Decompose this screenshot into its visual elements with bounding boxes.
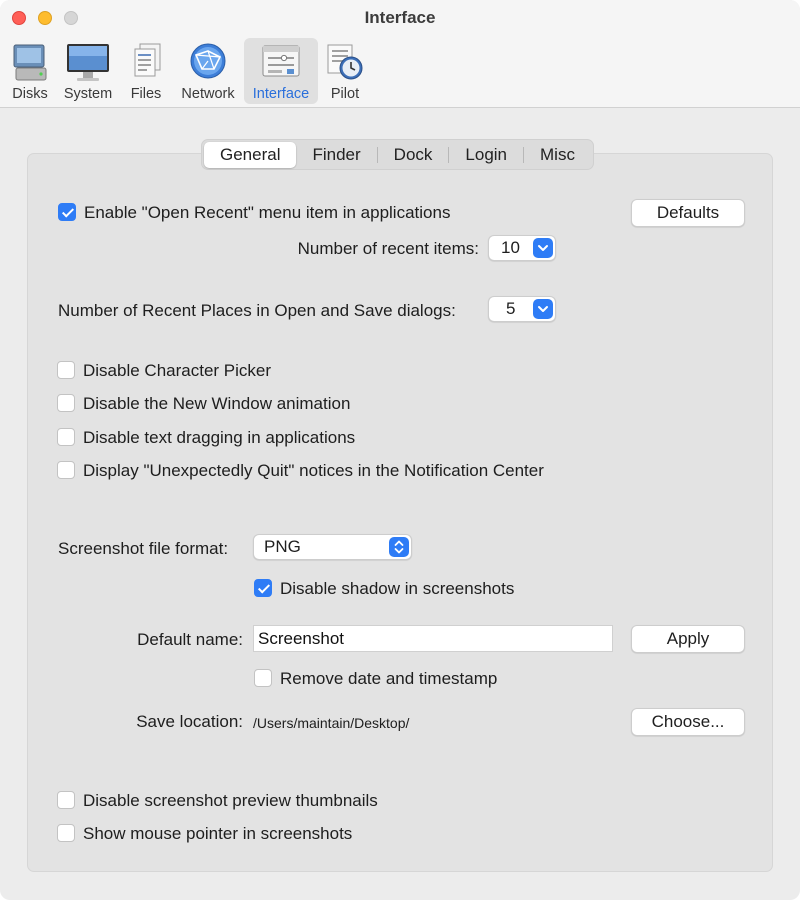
- save-location-path: /Users/maintain/Desktop/: [253, 715, 410, 731]
- recent-places-label: Number of Recent Places in Open and Save dialogs:: [58, 301, 456, 320]
- disable-shadow-checkbox[interactable]: [254, 579, 272, 597]
- disable-new-window-animation-label: Disable the New Window animation: [83, 394, 351, 413]
- toolbar-item-pilot[interactable]: [322, 38, 368, 104]
- open-recent-checkbox[interactable]: [58, 203, 76, 221]
- recent-items-value: 10: [501, 238, 520, 257]
- defaults-button[interactable]: Defaults: [631, 199, 745, 227]
- toolbar-label-files: Files: [130, 86, 162, 102]
- general-panel: [27, 153, 773, 872]
- disable-preview-thumbnails-label: Disable screenshot preview thumbnails: [83, 791, 378, 810]
- screenshot-format-value: PNG: [264, 537, 301, 556]
- chevron-down-icon: [533, 299, 553, 319]
- network-icon: [187, 41, 229, 83]
- open-recent-label: Enable "Open Recent" menu item in applications: [84, 203, 451, 222]
- save-location-label: Save location:: [136, 712, 243, 731]
- recent-items-popup[interactable]: [488, 235, 556, 261]
- remove-date-timestamp-checkbox[interactable]: [254, 669, 272, 687]
- toolbar-label-system: System: [63, 86, 113, 102]
- tab-misc[interactable]: Misc: [540, 144, 575, 164]
- tab-finder[interactable]: Finder: [312, 144, 361, 164]
- toolbar-item-network[interactable]: [176, 38, 240, 104]
- remove-date-timestamp-label: Remove date and timestamp: [280, 669, 498, 688]
- chevron-down-icon: [533, 238, 553, 258]
- disks-icon: [10, 41, 50, 83]
- unexpectedly-quit-notices-label: Display "Unexpectedly Quit" notices in the Notification Center: [83, 461, 544, 480]
- toolbar-item-disks[interactable]: [6, 38, 54, 104]
- show-mouse-pointer-label: Show mouse pointer in screenshots: [83, 824, 353, 843]
- up-down-chevron-icon: [389, 537, 409, 557]
- tab-login[interactable]: Login: [465, 144, 508, 164]
- recent-places-value: 5: [506, 299, 516, 318]
- tab-bar: [201, 139, 594, 170]
- toolbar-label-disks: Disks: [12, 86, 48, 102]
- files-icon: [128, 41, 164, 83]
- show-mouse-pointer-checkbox[interactable]: [57, 824, 75, 842]
- pilot-icon: [324, 41, 366, 83]
- default-name-field[interactable]: Screenshot: [253, 625, 613, 652]
- choose-button[interactable]: Choose...: [631, 708, 745, 736]
- unexpectedly-quit-notices-checkbox[interactable]: [57, 461, 75, 479]
- toolbar-item-files[interactable]: [124, 38, 168, 104]
- toolbar-item-interface[interactable]: [244, 38, 318, 104]
- disable-new-window-animation-checkbox[interactable]: [57, 394, 75, 412]
- toolbar-label-network: Network: [181, 86, 235, 102]
- disable-text-dragging-label: Disable text dragging in applications: [83, 428, 356, 447]
- screenshot-format-popup[interactable]: [253, 534, 412, 560]
- recent-places-popup[interactable]: [488, 296, 556, 322]
- default-name-label: Default name:: [137, 630, 243, 649]
- disable-character-picker-label: Disable Character Picker: [83, 361, 272, 380]
- toolbar: [0, 0, 800, 108]
- toolbar-label-interface: Interface: [252, 86, 310, 102]
- recent-items-label: Number of recent items:: [297, 239, 479, 258]
- disable-text-dragging-checkbox[interactable]: [57, 428, 75, 446]
- tab-general[interactable]: General: [204, 142, 296, 168]
- system-icon: [64, 41, 112, 83]
- disable-shadow-label: Disable shadow in screenshots: [280, 579, 515, 598]
- apply-button[interactable]: Apply: [631, 625, 745, 653]
- window-title: Interface: [364, 8, 436, 27]
- tab-dock[interactable]: Dock: [393, 144, 433, 164]
- interface-icon: [260, 41, 302, 83]
- disable-character-picker-checkbox[interactable]: [57, 361, 75, 379]
- toolbar-label-pilot: Pilot: [330, 86, 360, 102]
- toolbar-item-system[interactable]: [58, 38, 118, 104]
- screenshot-format-label: Screenshot file format:: [58, 539, 229, 558]
- disable-preview-thumbnails-checkbox[interactable]: [57, 791, 75, 809]
